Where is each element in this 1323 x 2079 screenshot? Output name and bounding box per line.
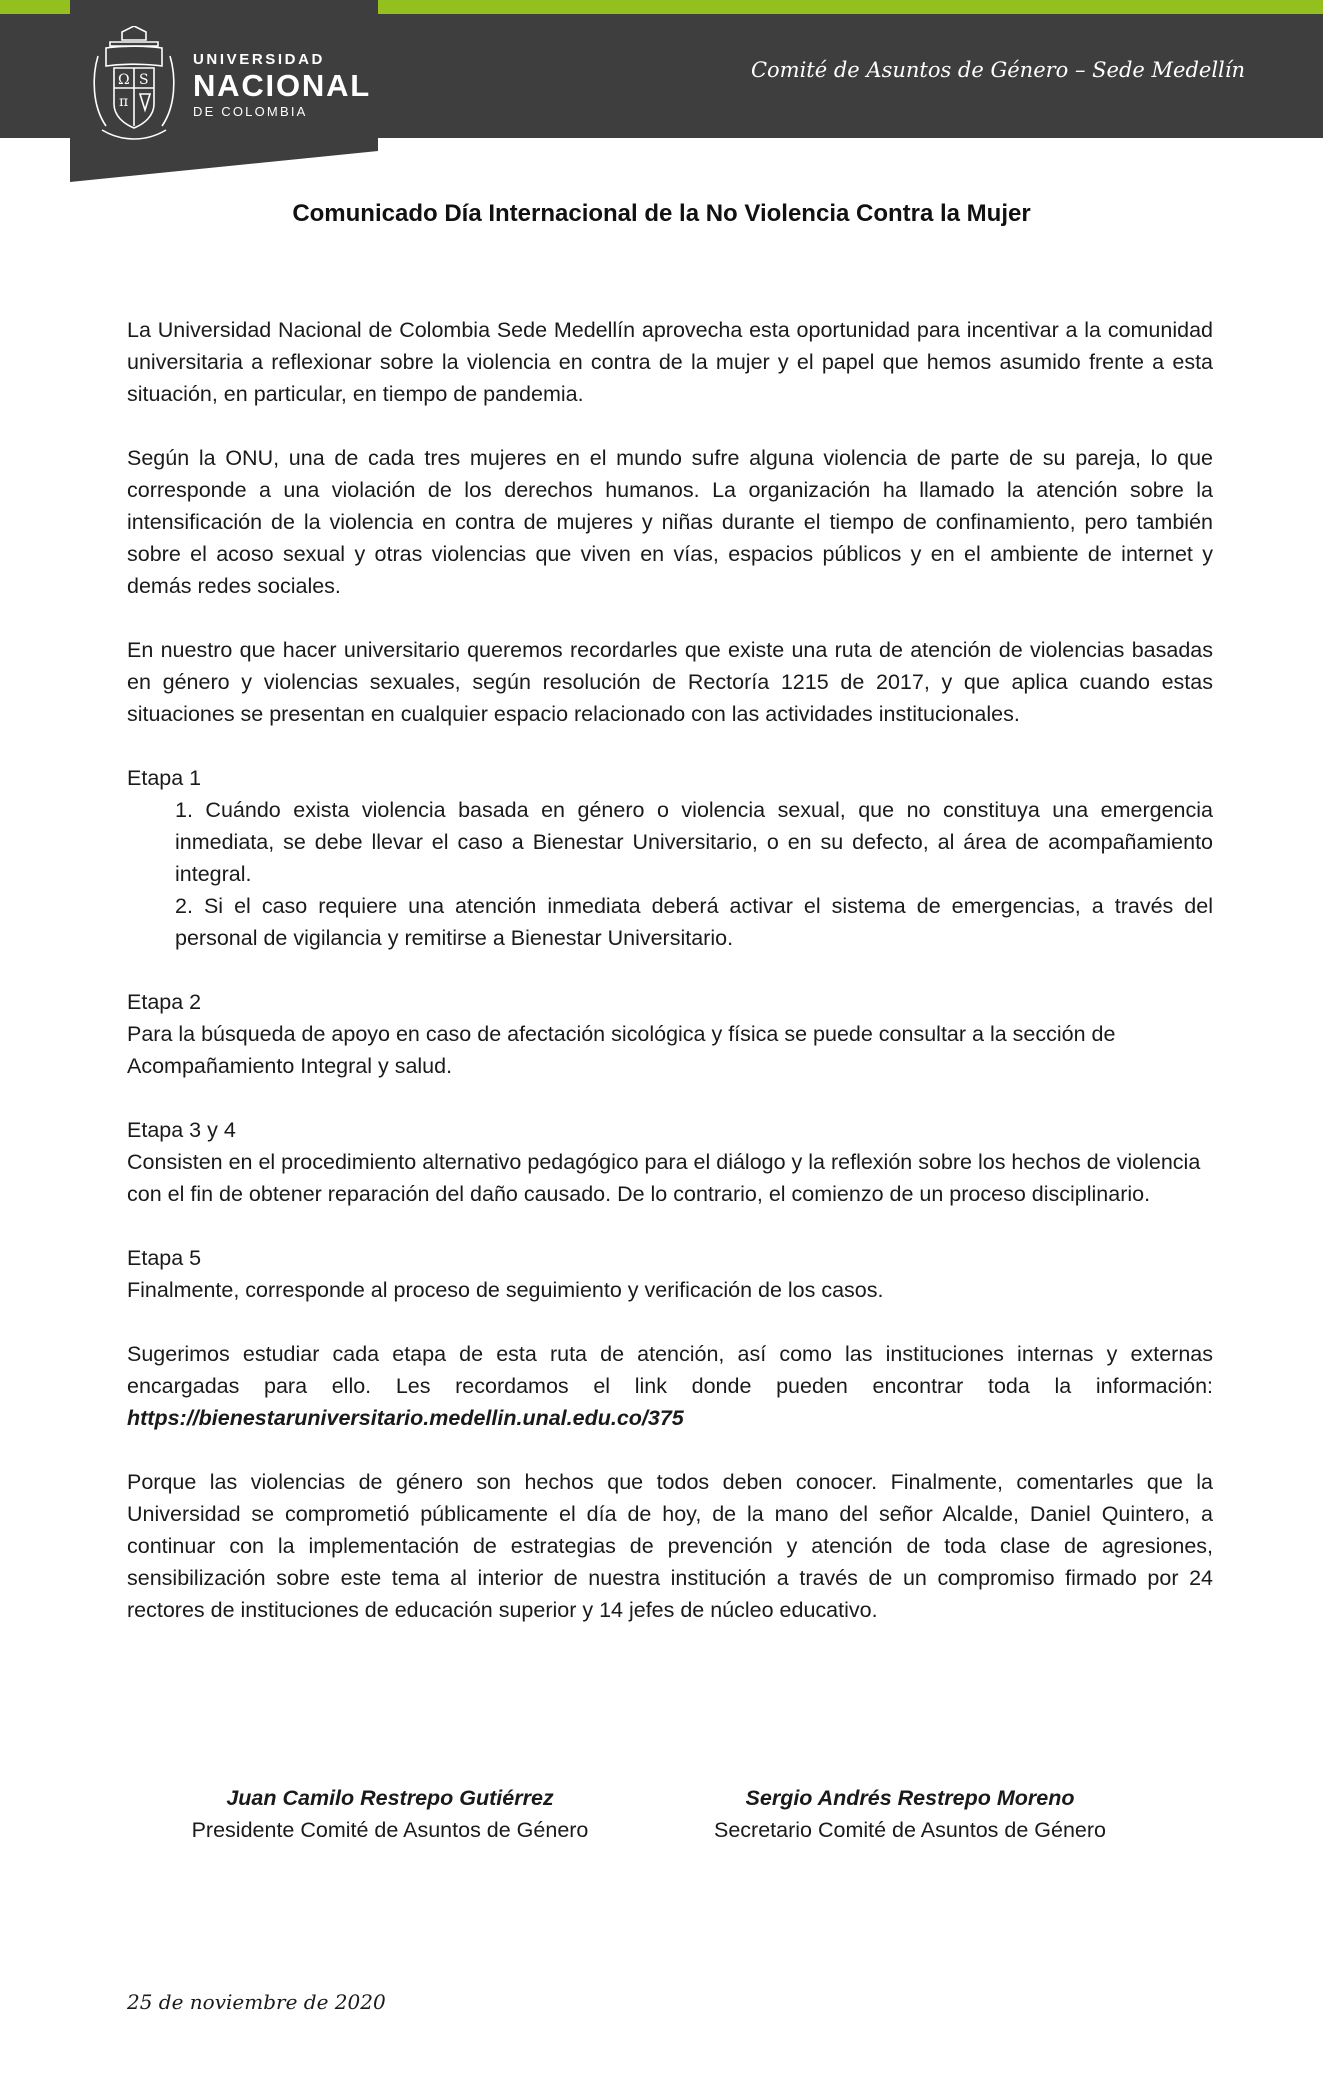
committee-header-title: Comité de Asuntos de Género – Sede Medellín	[750, 58, 1245, 82]
stage-2	[127, 986, 1213, 1082]
list-item: 2. Si el caso requiere una atención inmediata deberá activar el sistema de emergencias, a través del personal de vigilancia y remitirse a Bienestar Universitario.	[175, 894, 1213, 950]
stage-3-4-text: Consisten en el procedimiento alternativo pedagógico para el diálogo y la reflexión sobre los hechos de violencia con el fin de obtener reparación del daño causado. De lo contrario, el comienzo de un proceso disciplinario.	[127, 1150, 1201, 1206]
stage-1-list	[127, 794, 1213, 954]
stage-1	[127, 762, 1213, 954]
university-logo-text	[193, 52, 371, 120]
closing-paragraph: Porque las violencias de género son hechos que todos deben conocer. Finalmente, comentarles que la Universidad se comprometió públicamente el día de hoy, de la mano del señor Alcalde, Daniel Quintero, a continuar con la implementación de estrategias de prevención y atención de toda clase de agresiones, sensibilización sobre este tema al interior de nuestra institución a través de un compromiso firmado por 24 rectores de instituciones de educación superior y 14 jefes de núcleo educativo.	[127, 1470, 1213, 1622]
svg-text:S: S	[139, 72, 149, 88]
stage-5	[127, 1242, 1213, 1306]
document-date: 25 de noviembre de 2020	[127, 1990, 386, 2014]
svg-text:π: π	[119, 94, 129, 110]
svg-text:Ω: Ω	[118, 72, 130, 88]
stage-5-text: Finalmente, corresponde al proceso de seguimiento y verificación de los casos.	[127, 1278, 884, 1302]
signature-role: Secretario Comité de Asuntos de Género	[714, 1818, 1106, 1842]
route-paragraph: En nuestro que hacer universitario queremos recordarles que existe una ruta de atención de violencias basadas en género y violencias sexuales, según resolución de Rectoría 1215 de 2017, y que aplica cuando estas situaciones se presentan en cualquier espacio relacionado con las actividades institucionales.	[127, 638, 1213, 726]
link-paragraph	[127, 1338, 1213, 1434]
link-intro-text: Sugerimos estudiar cada etapa de esta ruta de atención, así como las instituciones internas y externas encargadas para ello. Les recordamos el link donde pueden encontrar toda la información:	[127, 1342, 1213, 1398]
stage-3-4	[127, 1114, 1213, 1210]
onu-paragraph: Según la ONU, una de cada tres mujeres en el mundo sufre alguna violencia de parte de su pareja, lo que corresponde a una violación de los derechos humanos. La organización ha llamado la atención sobre la intensificación de la violencia en contra de mujeres y niñas durante el tiempo de confinamiento, pero también sobre el acoso sexual y otras violencias que viven en vías, espacios públicos y en el ambiente de internet y demás redes sociales.	[127, 446, 1213, 598]
stage-5-title: Etapa 5	[127, 1246, 202, 1270]
stage-3-4-title: Etapa 3 y 4	[127, 1118, 236, 1142]
logo-line-colombia: DE COLOMBIA	[193, 104, 308, 119]
signature-role: Presidente Comité de Asuntos de Género	[191, 1818, 589, 1842]
university-crest-icon	[92, 26, 176, 142]
intro-paragraph: La Universidad Nacional de Colombia Sede Medellín aprovecha esta oportunidad para incentivar a la comunidad universitaria a reflexionar sobre la violencia en contra de la mujer y el papel que hemos asumido frente a esta situación, en particular, en tiempo de pandemia.	[127, 318, 1213, 406]
stage-2-text: Para la búsqueda de apoyo en caso de afectación sicológica y física se puede consultar a la sección de Acompañamiento Integral y salud.	[127, 1022, 1116, 1078]
signature-name: Juan Camilo Restrepo Gutiérrez	[226, 1786, 554, 1810]
document-title: Comunicado Día Internacional de la No Violencia Contra la Mujer	[292, 200, 1031, 227]
stage-1-title: Etapa 1	[127, 766, 202, 790]
signature-president	[160, 1782, 620, 1846]
signature-secretary	[680, 1782, 1140, 1846]
signature-name: Sergio Andrés Restrepo Moreno	[745, 1786, 1075, 1810]
document-body	[127, 314, 1213, 1658]
logo-line-university: UNIVERSIDAD	[193, 51, 325, 68]
stage-2-title: Etapa 2	[127, 990, 202, 1014]
list-item: 1. Cuándo exista violencia basada en género o violencia sexual, que no constituya una emergencia inmediata, se debe llevar el caso a Bienestar Universitario, o en su defecto, al área de acompañamiento integral.	[175, 798, 1213, 886]
bienestar-link[interactable]: https://bienestaruniversitario.medellin.unal.edu.co/375	[127, 1406, 684, 1430]
logo-line-nacional: NACIONAL	[193, 68, 371, 103]
